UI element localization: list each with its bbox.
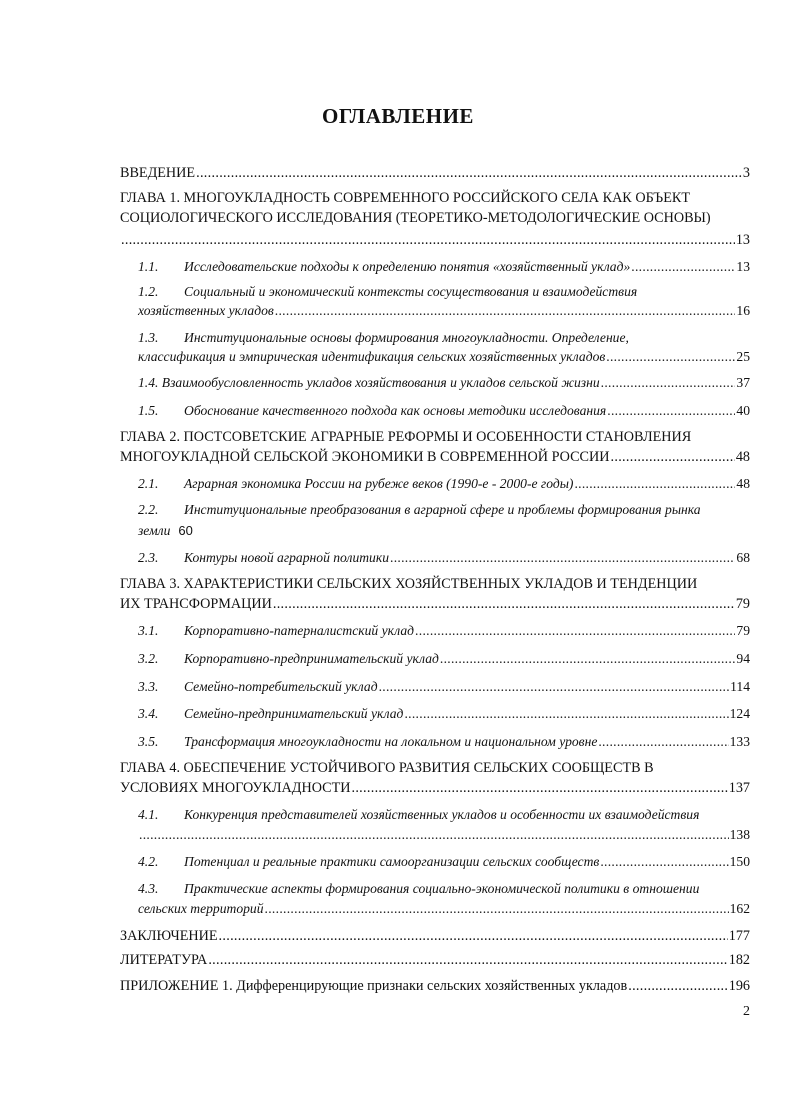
toc-entry-line — [120, 779, 750, 797]
page-number: 2 — [743, 1004, 750, 1019]
toc-page-number: 150 — [729, 854, 750, 869]
toc-page-number: 133 — [729, 734, 750, 749]
toc-entry-text: хозяйственных укладов — [138, 303, 274, 318]
toc-entry-line — [120, 759, 654, 777]
toc-entry-line — [138, 348, 750, 366]
toc-page-number: 48 — [735, 449, 750, 465]
toc-entry-line — [138, 900, 750, 918]
toc-leader-dots — [219, 927, 728, 945]
toc-page-number: 37 — [736, 375, 750, 390]
toc-page-number: 16 — [736, 303, 750, 318]
toc-entry-text: 1.4. Взаимообусловленность укладов хозяйствования и укладов сельской жизни — [138, 375, 600, 390]
toc-entry-number: 1.3. — [138, 330, 159, 345]
toc-entry-text: ПРИЛОЖЕНИЕ 1. Дифференцирующие признаки сельских хозяйственных укладов — [120, 978, 628, 994]
toc-leader-dots — [404, 705, 728, 723]
toc-entry-text: Корпоративно-предпринимательский уклад — [184, 651, 439, 666]
toc-entry-text: ИХ ТРАНСФОРМАЦИИ — [120, 596, 272, 612]
toc-entry-line — [120, 428, 691, 446]
toc-entry-text: Семейно-предпринимательский уклад — [184, 706, 404, 721]
toc-entry-line — [138, 402, 750, 420]
toc-entry-line — [120, 977, 750, 995]
toc-page-number: 13 — [736, 259, 750, 274]
toc-entry-text: Аграрная экономика России на рубеже веков (1990-е - 2000-е годы) — [184, 476, 574, 491]
toc-entry-line — [120, 927, 750, 945]
toc-page-number: 48 — [736, 476, 750, 491]
toc-entry-text: сельских территорий — [138, 901, 264, 916]
toc-entry-text: Обоснование качественного подхода как основы методики исследования — [184, 403, 607, 418]
toc-entry-line — [138, 549, 750, 567]
toc-entry-line — [120, 189, 690, 207]
toc-page-number: 68 — [736, 550, 750, 565]
toc-entry-text: ГЛАВА 3. ХАРАКТЕРИСТИКИ СЕЛЬСКИХ ХОЗЯЙСТВЕННЫХ УКЛАДОВ И ТЕНДЕНЦИИ — [120, 576, 698, 592]
toc-leader-dots — [265, 900, 729, 918]
toc-leader-dots — [415, 622, 735, 640]
toc-entry-text: Социальный и экономический контексты сосуществования и взаимодействия — [184, 284, 638, 299]
toc-page-number: 79 — [735, 596, 750, 612]
toc-entry-line — [138, 853, 750, 871]
toc-entry-text: Институциональные основы формирования многоукладности. Определение, — [184, 330, 629, 345]
toc-entry-text: Корпоративно-патерналистский уклад — [184, 623, 415, 638]
toc-entry-line — [138, 374, 750, 392]
toc-entry-text: Конкуренция представителей хозяйственных укладов и особенности их взаимодействия — [184, 807, 700, 822]
toc-page-number: 124 — [729, 706, 750, 721]
toc-entry-number: 1.2. — [138, 284, 159, 299]
toc-leader-dots — [351, 779, 727, 797]
toc-entry-text: ВВЕДЕНИЕ — [120, 165, 196, 181]
toc-entry-number: 4.1. — [138, 807, 159, 822]
toc-leader-dots — [390, 549, 735, 567]
toc-entry-line — [138, 302, 750, 320]
toc-entry-text: Трансформация многоукладности на локальном и национальном уровне — [184, 734, 598, 749]
toc-leader-dots — [440, 650, 736, 668]
toc-entry-text: Семейно-потребительский уклад — [184, 679, 378, 694]
toc-entry-text: ЛИТЕРАТУРА — [120, 952, 208, 968]
toc-entry-line — [120, 231, 750, 249]
toc-entry-line — [138, 705, 750, 723]
toc-page-number: 177 — [728, 928, 750, 944]
toc-entry-number: 3.2. — [138, 651, 159, 666]
toc-leader-dots — [196, 164, 742, 182]
toc-entry-line — [120, 595, 750, 613]
toc-entry-line — [120, 209, 711, 227]
toc-page-number: 3 — [742, 165, 750, 181]
toc-entry-number: 2.3. — [138, 550, 159, 565]
toc-page-number: 182 — [728, 952, 750, 968]
toc-entry-text: земли — [138, 523, 171, 538]
toc-page-number: 79 — [736, 623, 750, 638]
toc-entry-number: 3.3. — [138, 679, 159, 694]
toc-entry-line — [138, 258, 750, 276]
toc-leader-dots — [601, 374, 736, 392]
toc-leader-dots — [574, 475, 735, 493]
toc-leader-dots — [606, 348, 735, 366]
toc-leader-dots — [631, 258, 735, 276]
toc-leader-dots — [273, 595, 735, 613]
toc-entry-text: Институциональные преобразования в аграрной сфере и проблемы формирования рынка — [184, 502, 701, 517]
toc-entry-line — [120, 575, 697, 593]
toc-entry-text: МНОГОУКЛАДНОЙ СЕЛЬСКОЙ ЭКОНОМИКИ В СОВРЕМЕННОЙ РОССИИ — [120, 449, 610, 465]
toc-entry-number: 3.4. — [138, 706, 159, 721]
toc-entry-number: 4.3. — [138, 881, 159, 896]
toc-entry-number: 1.5. — [138, 403, 159, 418]
page-title: ОГЛАВЛЕНИЕ — [322, 104, 474, 128]
toc-leader-dots — [628, 977, 727, 995]
toc-page-number: 138 — [729, 827, 750, 842]
toc-entry-number: 3.1. — [138, 623, 159, 638]
toc-leader-dots — [139, 826, 729, 844]
toc-page-number: 25 — [736, 349, 750, 364]
toc-page-number: 40 — [736, 403, 750, 418]
toc-page-number: 162 — [729, 901, 750, 916]
toc-entry-text: Потенциал и реальные практики самоорганизации сельских сообществ — [184, 854, 600, 869]
toc-leader-dots — [121, 231, 735, 249]
toc-entry-line — [138, 283, 637, 301]
toc-entry-number: 4.2. — [138, 854, 159, 869]
toc-entry-text: ГЛАВА 1. МНОГОУКЛАДНОСТЬ СОВРЕМЕННОГО РОССИЙСКОГО СЕЛА КАК ОБЪЕКТ — [120, 190, 690, 206]
toc-page-number: 60 — [178, 523, 193, 538]
toc-entry-line — [120, 951, 750, 969]
toc-entry-number: 1.1. — [138, 259, 159, 274]
toc-entry-line — [138, 501, 701, 519]
toc-page-number: 137 — [728, 780, 750, 796]
toc-entry-line — [138, 475, 750, 493]
toc-entry-text: ЗАКЛЮЧЕНИЕ — [120, 928, 218, 944]
toc-page-number: 114 — [730, 679, 750, 694]
toc-entry-line — [138, 622, 750, 640]
toc-entry-text: УСЛОВИЯХ МНОГОУКЛАДНОСТИ — [120, 780, 351, 796]
toc-entry-text: СОЦИОЛОГИЧЕСКОГО ИССЛЕДОВАНИЯ (ТЕОРЕТИКО-МЕТОДОЛОГИЧЕСКИЕ ОСНОВЫ) — [120, 210, 711, 226]
toc-leader-dots — [600, 853, 728, 871]
toc-leader-dots — [379, 678, 730, 696]
toc-entry-text: Исследовательские подходы к определению понятия «хозяйственный уклад» — [184, 259, 631, 274]
toc-entry-line — [138, 522, 193, 540]
toc-entry-number: 2.1. — [138, 476, 159, 491]
toc-entry-line — [138, 329, 629, 347]
toc-entry-line — [138, 880, 699, 898]
toc-entry-number: 2.2. — [138, 502, 159, 517]
toc-entry-line — [138, 733, 750, 751]
toc-leader-dots — [607, 402, 735, 420]
toc-leader-dots — [611, 448, 735, 466]
toc-entry-number: 3.5. — [138, 734, 159, 749]
toc-entry-line — [120, 164, 750, 182]
toc-entry-text: классификация и эмпирическая идентификация сельских хозяйственных укладов — [138, 349, 606, 364]
toc-page-number: 94 — [736, 651, 750, 666]
toc-leader-dots — [598, 733, 728, 751]
toc-entry-text: ГЛАВА 4. ОБЕСПЕЧЕНИЕ УСТОЙЧИВОГО РАЗВИТИЯ СЕЛЬСКИХ СООБЩЕСТВ В — [120, 760, 654, 776]
toc-page-number: 13 — [735, 232, 750, 248]
toc-leader-dots — [275, 302, 736, 320]
toc-page-number: 196 — [728, 978, 750, 994]
toc-entry-text: Практические аспекты формирования социально-экономической политики в отношении — [184, 881, 700, 896]
toc-entry-line — [138, 650, 750, 668]
toc-entry-text: Контуры новой аграрной политики — [184, 550, 390, 565]
toc-entry-line — [138, 806, 699, 824]
toc-entry-text: ГЛАВА 2. ПОСТСОВЕТСКИЕ АГРАРНЫЕ РЕФОРМЫ И ОСОБЕННОСТИ СТАНОВЛЕНИЯ — [120, 429, 692, 445]
toc-entry-line — [138, 678, 750, 696]
toc-leader-dots — [208, 951, 727, 969]
toc-entry-line — [138, 826, 750, 844]
toc-entry-line — [120, 448, 750, 466]
